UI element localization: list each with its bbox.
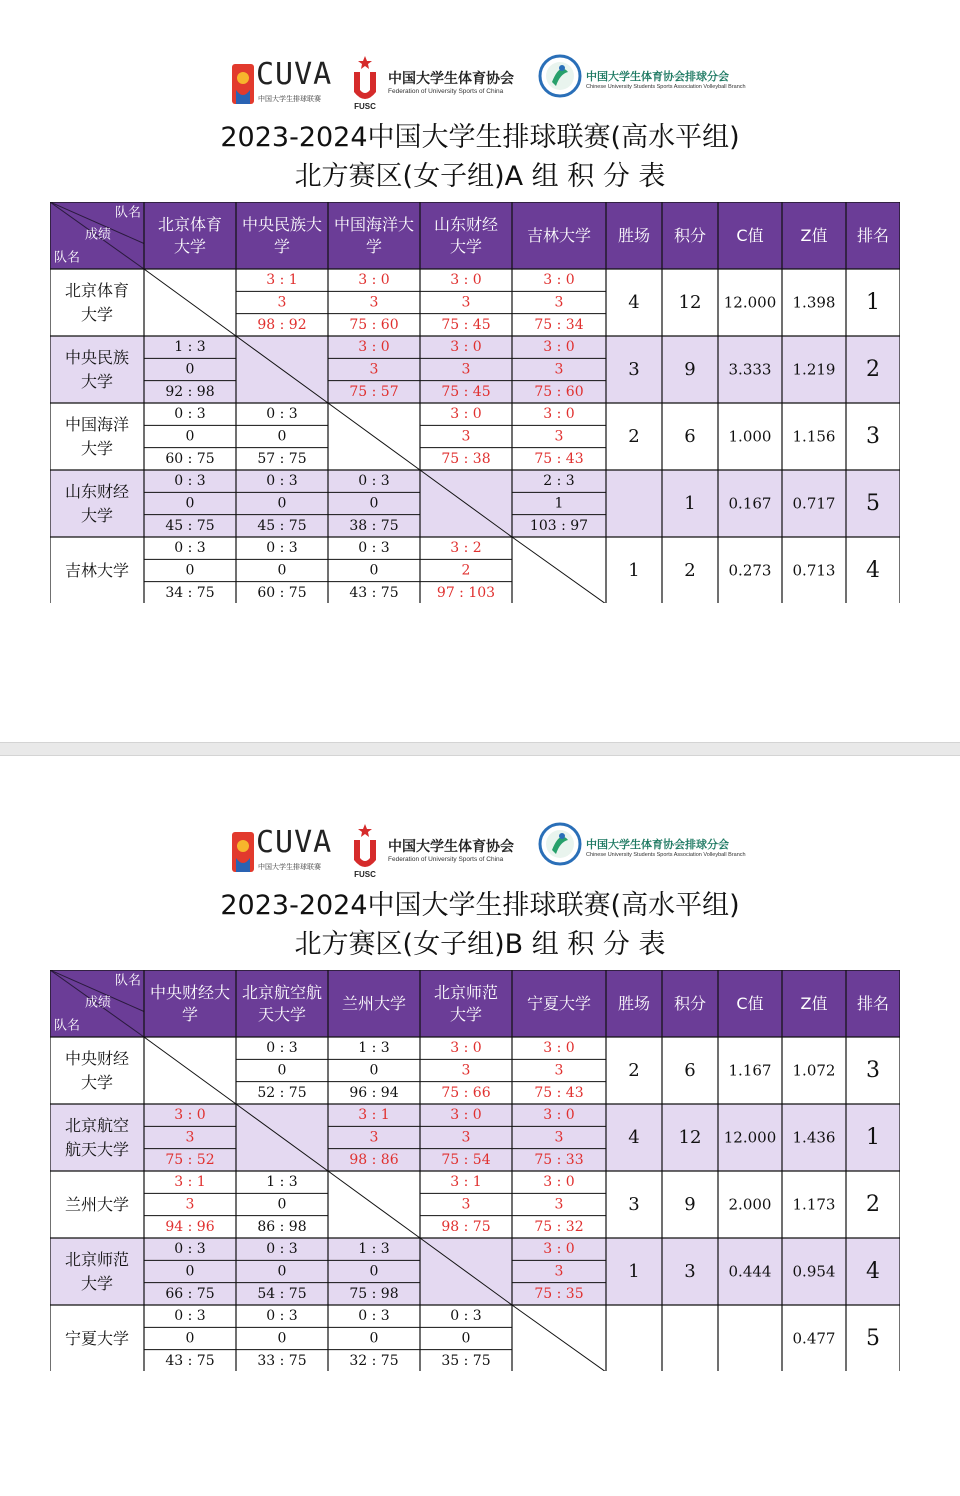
column-header-team: 兰州大学 xyxy=(341,994,407,1013)
match-set-score: 3 : 0 xyxy=(543,1174,575,1191)
team-z: 0.713 xyxy=(792,561,836,580)
corner-label-top: 队名 xyxy=(114,205,142,221)
row-header-team: 北京体育 xyxy=(64,281,130,300)
match-points: 3 xyxy=(185,1129,195,1146)
match-set-score: 3 : 1 xyxy=(266,272,298,289)
team-points: 3 xyxy=(684,1261,696,1282)
team-points: 12 xyxy=(678,1127,702,1148)
match-set-score: 0 : 3 xyxy=(174,473,206,490)
team-wins: 1 xyxy=(628,1261,640,1282)
cuva-logo: CUVA 中国大学生排球联赛 xyxy=(232,60,322,110)
match-set-score: 0 : 3 xyxy=(266,406,298,423)
row-header-team: 北京师范 xyxy=(64,1250,130,1269)
team-points: 6 xyxy=(684,426,696,447)
match-rally-score: 103 : 97 xyxy=(529,517,589,534)
column-header-z: Z值 xyxy=(800,994,828,1013)
team-rank: 5 xyxy=(866,491,880,516)
match-rally-score: 98 : 86 xyxy=(349,1151,399,1168)
group-title: 北方赛区(女子组)A 组 积 分 表 xyxy=(294,161,666,192)
match-rally-score: 97 : 103 xyxy=(436,584,496,601)
column-header-rank: 排名 xyxy=(856,994,890,1013)
column-header-team: 学 xyxy=(365,237,383,256)
match-points: 3 xyxy=(369,1129,379,1146)
match-points: 0 xyxy=(185,1263,195,1280)
team-z: 1.173 xyxy=(792,1195,836,1214)
team-wins: 4 xyxy=(628,292,640,313)
match-points: 0 xyxy=(369,562,379,579)
corner-label-bottom: 队名 xyxy=(53,1018,81,1034)
match-points: 0 xyxy=(461,1330,471,1347)
column-header-team: 北京体育 xyxy=(157,215,223,234)
team-rank: 4 xyxy=(866,558,880,583)
match-set-score: 2 : 3 xyxy=(543,473,575,490)
team-c: 12.000 xyxy=(723,1128,777,1147)
match-points: 3 xyxy=(369,294,379,311)
match-rally-score: 75 : 43 xyxy=(534,1084,584,1101)
match-rally-score: 75 : 57 xyxy=(349,383,399,400)
volleyball-branch-logo: 中国大学生体育协会排球分会 Chinese University Students Sports Association Volleyball Branch xyxy=(538,52,708,112)
team-z: 1.156 xyxy=(792,427,836,446)
league-title: 2023-2024中国大学生排球联赛(高水平组) xyxy=(220,890,740,921)
match-set-score: 0 : 3 xyxy=(358,1308,390,1325)
team-z: 1.436 xyxy=(792,1128,836,1147)
match-rally-score: 94 : 96 xyxy=(165,1218,215,1235)
match-set-score: 3 : 0 xyxy=(543,339,575,356)
match-rally-score: 43 : 75 xyxy=(165,1352,215,1369)
match-set-score: 3 : 1 xyxy=(174,1174,206,1191)
column-header-z: Z值 xyxy=(800,226,828,245)
section-divider xyxy=(0,742,960,756)
team-rank: 1 xyxy=(866,290,880,315)
match-rally-score: 75 : 60 xyxy=(534,383,584,400)
match-set-score: 0 : 3 xyxy=(174,1308,206,1325)
match-rally-score: 38 : 75 xyxy=(349,517,399,534)
fusc-logo: FUSC 中国大学生体育协会 Federation of University Sports of China xyxy=(350,54,520,110)
fusc-mark-icon xyxy=(350,822,380,878)
team-wins: 2 xyxy=(628,1060,640,1081)
column-header-team: 吉林大学 xyxy=(526,226,592,245)
match-set-score: 3 : 0 xyxy=(450,1040,482,1057)
match-rally-score: 75 : 98 xyxy=(349,1285,399,1302)
match-rally-score: 54 : 75 xyxy=(257,1285,307,1302)
standings-table-a xyxy=(50,202,900,603)
match-set-score: 1 : 3 xyxy=(266,1174,298,1191)
team-z: 1.072 xyxy=(792,1061,836,1080)
match-points: 3 xyxy=(461,428,471,445)
match-set-score: 0 : 3 xyxy=(266,1308,298,1325)
column-header-team: 学 xyxy=(181,1005,199,1024)
column-header-team: 中央财经大 xyxy=(149,983,231,1002)
match-rally-score: 60 : 75 xyxy=(257,584,307,601)
team-points: 2 xyxy=(684,560,696,581)
match-points: 0 xyxy=(185,361,195,378)
match-rally-score: 75 : 45 xyxy=(441,383,491,400)
match-set-score: 0 : 3 xyxy=(174,406,206,423)
match-points: 3 xyxy=(461,1129,471,1146)
team-points: 6 xyxy=(684,1060,696,1081)
svg-text:FUSC: FUSC xyxy=(354,102,376,110)
row-header-team: 大学 xyxy=(80,305,114,324)
corner-label-top: 队名 xyxy=(114,973,142,989)
corner-label-mid: 成绩 xyxy=(84,227,112,243)
match-set-score: 3 : 1 xyxy=(450,1174,482,1191)
team-c: 12.000 xyxy=(723,293,777,312)
match-rally-score: 75 : 43 xyxy=(534,450,584,467)
match-set-score: 1 : 3 xyxy=(358,1040,390,1057)
column-header-points: 积分 xyxy=(673,226,707,245)
league-title: 2023-2024中国大学生排球联赛(高水平组) xyxy=(220,122,740,153)
match-set-score: 3 : 2 xyxy=(450,540,482,557)
team-c: 1.167 xyxy=(728,1061,772,1080)
match-set-score: 0 : 3 xyxy=(174,540,206,557)
match-points: 3 xyxy=(554,1263,564,1280)
volleyball-branch-mark-icon xyxy=(538,54,582,98)
team-rank: 1 xyxy=(866,1125,880,1150)
column-header-team: 中国海洋大 xyxy=(333,215,415,234)
standings-sheet-b xyxy=(0,820,960,1380)
team-rank: 5 xyxy=(866,1326,880,1351)
match-set-score: 0 : 3 xyxy=(266,473,298,490)
row-header-team: 吉林大学 xyxy=(64,561,130,580)
match-rally-score: 45 : 75 xyxy=(165,517,215,534)
row-header-team: 中国海洋 xyxy=(64,415,130,434)
logo-bar xyxy=(0,52,960,112)
logo-bar xyxy=(0,820,960,880)
team-points: 12 xyxy=(678,292,702,313)
cuva-mark-icon xyxy=(232,832,254,872)
match-points: 0 xyxy=(185,562,195,579)
match-set-score: 3 : 0 xyxy=(358,339,390,356)
match-set-score: 3 : 0 xyxy=(174,1107,206,1124)
match-rally-score: 75 : 52 xyxy=(165,1151,215,1168)
column-header-team: 大学 xyxy=(173,237,207,256)
match-points: 0 xyxy=(277,428,287,445)
team-rank: 3 xyxy=(866,1058,880,1083)
column-header-team: 大学 xyxy=(449,237,483,256)
row-header-team: 山东财经 xyxy=(64,482,130,501)
match-set-score: 1 : 3 xyxy=(174,339,206,356)
match-rally-score: 45 : 75 xyxy=(257,517,307,534)
match-set-score: 3 : 0 xyxy=(543,272,575,289)
team-z: 1.219 xyxy=(792,360,836,379)
match-rally-score: 75 : 32 xyxy=(534,1218,584,1235)
match-rally-score: 43 : 75 xyxy=(349,584,399,601)
column-header-team: 大学 xyxy=(449,1005,483,1024)
team-wins: 4 xyxy=(628,1127,640,1148)
match-set-score: 0 : 3 xyxy=(358,473,390,490)
match-rally-score: 35 : 75 xyxy=(441,1352,491,1369)
match-points: 0 xyxy=(369,1330,379,1347)
team-wins: 2 xyxy=(628,426,640,447)
column-header-wins: 胜场 xyxy=(617,994,651,1013)
match-rally-score: 60 : 75 xyxy=(165,450,215,467)
match-rally-score: 34 : 75 xyxy=(165,584,215,601)
match-rally-score: 66 : 75 xyxy=(165,1285,215,1302)
match-points: 3 xyxy=(369,361,379,378)
column-header-c: C值 xyxy=(736,226,764,245)
column-header-team: 山东财经 xyxy=(433,215,499,234)
match-rally-score: 75 : 66 xyxy=(441,1084,491,1101)
match-points: 1 xyxy=(554,495,564,512)
match-set-score: 0 : 3 xyxy=(358,540,390,557)
match-set-score: 3 : 0 xyxy=(543,406,575,423)
column-header-team: 北京航空航 xyxy=(241,983,323,1002)
match-set-score: 3 : 0 xyxy=(450,272,482,289)
match-rally-score: 86 : 98 xyxy=(257,1218,307,1235)
match-points: 3 xyxy=(554,294,564,311)
cuva-logo: CUVA 中国大学生排球联赛 xyxy=(232,828,322,878)
match-rally-score: 75 : 35 xyxy=(534,1285,584,1302)
team-rank: 3 xyxy=(866,424,880,449)
column-header-c: C值 xyxy=(736,994,764,1013)
match-points: 0 xyxy=(185,1330,195,1347)
match-rally-score: 92 : 98 xyxy=(165,383,215,400)
team-z: 0.477 xyxy=(792,1329,836,1348)
row-header-team: 大学 xyxy=(80,506,114,525)
match-set-score: 3 : 0 xyxy=(358,272,390,289)
header-band xyxy=(50,970,900,1037)
match-rally-score: 33 : 75 xyxy=(257,1352,307,1369)
corner-label-bottom: 队名 xyxy=(53,250,81,266)
team-points: 9 xyxy=(684,359,696,380)
match-rally-score: 57 : 75 xyxy=(257,450,307,467)
column-header-points: 积分 xyxy=(673,994,707,1013)
match-rally-score: 75 : 54 xyxy=(441,1151,491,1168)
match-points: 3 xyxy=(554,1062,564,1079)
row-header-team: 中央财经 xyxy=(64,1049,130,1068)
match-points: 0 xyxy=(185,495,195,512)
match-set-score: 0 : 3 xyxy=(266,540,298,557)
match-rally-score: 32 : 75 xyxy=(349,1352,399,1369)
row-header-team: 大学 xyxy=(80,372,114,391)
match-points: 3 xyxy=(461,361,471,378)
row-header-team: 宁夏大学 xyxy=(64,1329,130,1348)
match-points: 0 xyxy=(369,1263,379,1280)
fusc-mark-icon xyxy=(350,54,380,110)
match-rally-score: 75 : 60 xyxy=(349,316,399,333)
column-header-team: 宁夏大学 xyxy=(526,994,592,1013)
column-header-team: 中央民族大 xyxy=(241,215,323,234)
match-set-score: 3 : 0 xyxy=(450,339,482,356)
match-rally-score: 75 : 34 xyxy=(534,316,584,333)
match-points: 0 xyxy=(277,1196,287,1213)
match-set-score: 0 : 3 xyxy=(266,1241,298,1258)
volleyball-branch-mark-icon xyxy=(538,822,582,866)
team-wins: 3 xyxy=(628,1194,640,1215)
team-wins: 1 xyxy=(628,560,640,581)
match-set-score: 3 : 0 xyxy=(450,1107,482,1124)
row-header-team: 大学 xyxy=(80,1274,114,1293)
match-points: 0 xyxy=(185,428,195,445)
team-wins: 3 xyxy=(628,359,640,380)
team-c: 0.167 xyxy=(728,494,772,513)
team-rank: 2 xyxy=(866,1192,880,1217)
match-points: 3 xyxy=(277,294,287,311)
column-header-wins: 胜场 xyxy=(617,226,651,245)
row-header-team: 大学 xyxy=(80,1073,114,1092)
match-rally-score: 52 : 75 xyxy=(257,1084,307,1101)
team-c: 1.000 xyxy=(728,427,772,446)
match-points: 0 xyxy=(277,562,287,579)
column-header-team: 天大学 xyxy=(257,1005,307,1024)
team-z: 0.717 xyxy=(792,494,836,513)
match-rally-score: 75 : 33 xyxy=(534,1151,584,1168)
match-rally-score: 98 : 75 xyxy=(441,1218,491,1235)
team-points: 9 xyxy=(684,1194,696,1215)
volleyball-branch-logo: 中国大学生体育协会排球分会 Chinese University Students Sports Association Volleyball Branch xyxy=(538,820,708,880)
row-header-team: 北京航空 xyxy=(64,1116,130,1135)
team-c: 0.273 xyxy=(728,561,772,580)
match-points: 0 xyxy=(277,495,287,512)
match-points: 3 xyxy=(461,1196,471,1213)
match-set-score: 1 : 3 xyxy=(358,1241,390,1258)
match-rally-score: 96 : 94 xyxy=(349,1084,399,1101)
team-c: 2.000 xyxy=(728,1195,772,1214)
match-set-score: 3 : 0 xyxy=(543,1241,575,1258)
match-points: 0 xyxy=(277,1330,287,1347)
column-header-team: 北京师范 xyxy=(433,983,499,1002)
match-points: 3 xyxy=(461,1062,471,1079)
team-points: 1 xyxy=(684,493,696,514)
cuva-mark-icon xyxy=(232,64,254,104)
team-z: 0.954 xyxy=(792,1262,836,1281)
match-rally-score: 98 : 92 xyxy=(257,316,307,333)
team-c: 3.333 xyxy=(728,360,772,379)
row-header-team: 大学 xyxy=(80,439,114,458)
team-rank: 2 xyxy=(866,357,880,382)
match-rally-score: 75 : 45 xyxy=(441,316,491,333)
standings-table-b xyxy=(50,970,900,1371)
group-title: 北方赛区(女子组)B 组 积 分 表 xyxy=(294,929,666,960)
row-header-team: 中央民族 xyxy=(64,348,130,367)
match-points: 3 xyxy=(554,1196,564,1213)
match-points: 2 xyxy=(461,562,471,579)
match-points: 3 xyxy=(461,294,471,311)
match-points: 0 xyxy=(369,1062,379,1079)
match-set-score: 3 : 0 xyxy=(543,1040,575,1057)
match-set-score: 0 : 3 xyxy=(174,1241,206,1258)
column-header-rank: 排名 xyxy=(856,226,890,245)
row-header-team: 兰州大学 xyxy=(64,1195,130,1214)
team-rank: 4 xyxy=(866,1259,880,1284)
standings-sheet-a xyxy=(0,52,960,612)
header-band xyxy=(50,202,900,269)
match-points: 3 xyxy=(554,428,564,445)
svg-text:FUSC: FUSC xyxy=(354,870,376,878)
column-header-team: 学 xyxy=(273,237,291,256)
fusc-logo: FUSC 中国大学生体育协会 Federation of University Sports of China xyxy=(350,822,520,878)
match-points: 0 xyxy=(369,495,379,512)
match-rally-score: 75 : 38 xyxy=(441,450,491,467)
match-points: 3 xyxy=(554,1129,564,1146)
match-points: 3 xyxy=(185,1196,195,1213)
team-c: 0.444 xyxy=(728,1262,772,1281)
match-set-score: 3 : 0 xyxy=(543,1107,575,1124)
corner-label-mid: 成绩 xyxy=(84,995,112,1011)
match-points: 3 xyxy=(554,361,564,378)
match-points: 0 xyxy=(277,1062,287,1079)
match-set-score: 3 : 0 xyxy=(450,406,482,423)
row-header-team: 航天大学 xyxy=(64,1140,130,1159)
match-set-score: 3 : 1 xyxy=(358,1107,390,1124)
match-set-score: 0 : 3 xyxy=(450,1308,482,1325)
match-set-score: 0 : 3 xyxy=(266,1040,298,1057)
match-points: 0 xyxy=(277,1263,287,1280)
team-z: 1.398 xyxy=(792,293,836,312)
